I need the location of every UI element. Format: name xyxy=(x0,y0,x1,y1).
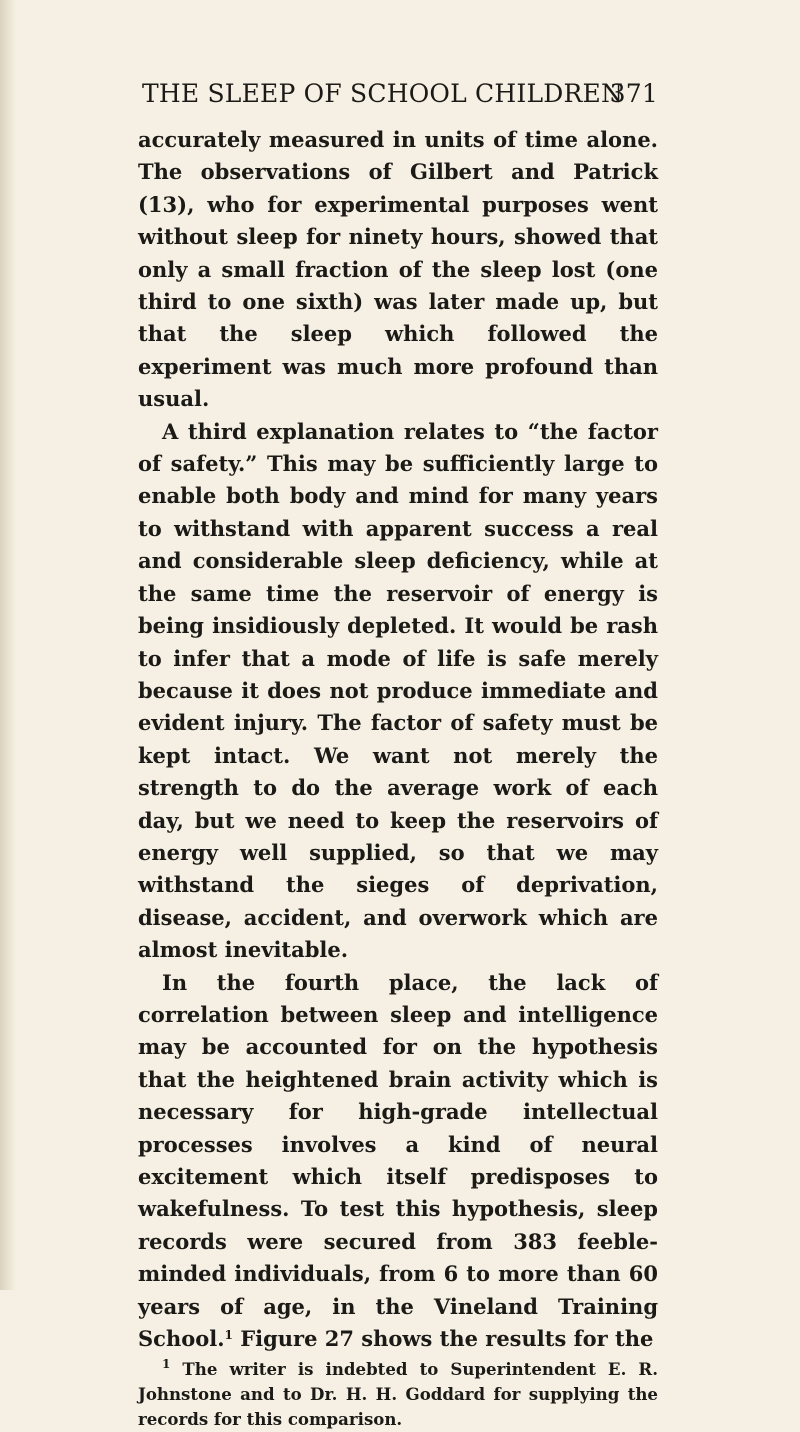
running-head xyxy=(138,76,658,112)
paragraph-1: accurately measured in units of time alone. The observations of Gilbert and Patrick (13), who for experimental purposes went without sleep for ninety hours, showed that only a small fraction of the sleep lost (one third to one sixth) was later made up, but that the sleep which followed the experiment was much more profound than usual. xyxy=(138,127,658,412)
footnote-marker: 1 xyxy=(162,1357,171,1372)
paragraph-3 xyxy=(138,967,658,1356)
paragraph-3-text: In the fourth place, the lack of correlation between sleep and intelligence may be accounted for on the hypothesis that the heightened brain activity which is necessary for high-grade intellectual processes involves a kind of neural excitement which itself predisposes to wakefulness. To test this hypothesis, sleep records were secured from 383 feeble-minded individuals, from 6 to more than 60 years of age, in the Vineland Training School. xyxy=(138,969,658,1352)
running-head-title: THE SLEEP OF SCHOOL CHILDREN xyxy=(142,79,624,108)
paragraph-2: A third explanation relates to “the factor of safety.” This may be sufficiently large to enable both body and mind for many years to withstand with apparent success a real and considerable sleep deficiency, while at the same time the reservoir of energy is being insidiously depleted. It would be rash to infer that a mode of life is safe merely because it does not produce immediate and evident injury. The factor of safety must be kept intact. We want not merely the strength to do the average work of each day, but we need to keep the reservoirs of energy well supplied, so that we may withstand the sieges of deprivation, disease, accident, and overwork which are almost inevitable. xyxy=(138,418,658,963)
paragraph-3-continuation: Figure 27 shows the results for the xyxy=(232,1326,654,1352)
page-number: 371 xyxy=(609,79,658,108)
footnote-text: The writer is indebted to Superintendent E. R. Johnstone and to Dr. H. H. Goddard for supplying the records for this comparison. xyxy=(138,1359,658,1430)
footnote xyxy=(138,1357,658,1432)
footnote-reference: 1 xyxy=(224,1328,233,1343)
book-page xyxy=(138,76,658,1432)
page-gutter-shadow xyxy=(0,0,16,1290)
body-text xyxy=(138,124,658,1355)
